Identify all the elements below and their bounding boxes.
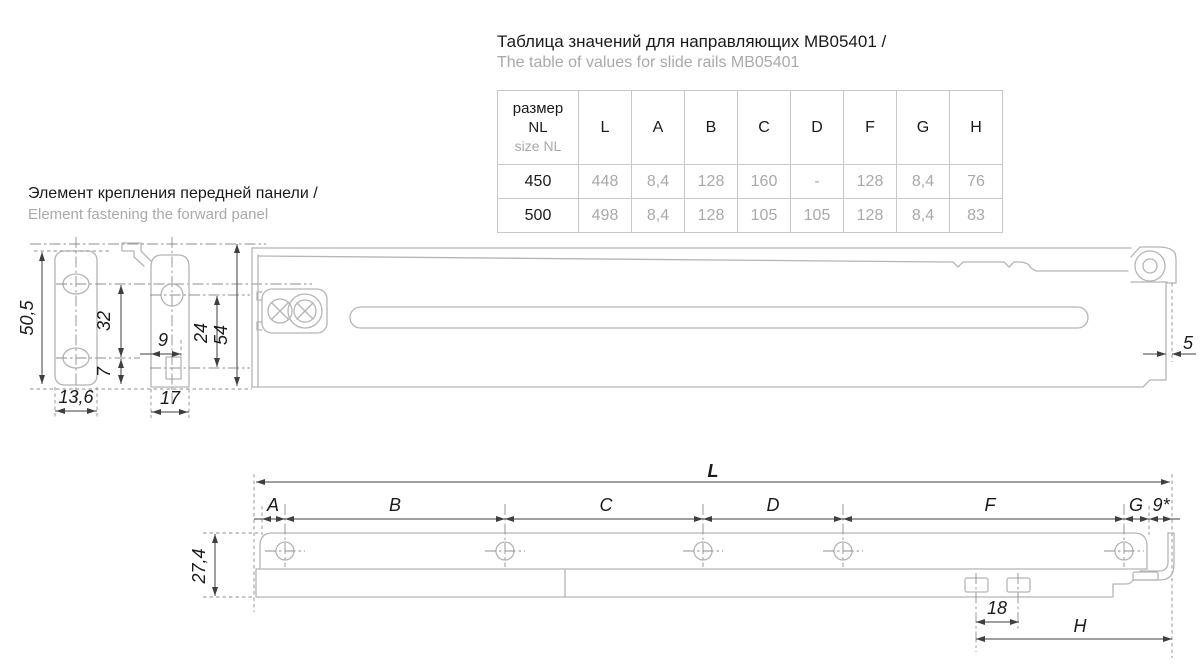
element-label-ru: Элемент крепления передней панели / — [28, 185, 318, 202]
column-header-C: C — [738, 91, 791, 165]
dim-bracket-width: 17 — [159, 388, 181, 408]
dim-plate-height: 50,5 — [17, 300, 37, 336]
side-view-dimensions — [17, 244, 1196, 418]
table-cell: 8,4 — [632, 165, 685, 199]
table-cell: - — [791, 165, 844, 199]
dim-rail-height: 27,4 — [189, 548, 209, 584]
dim-slot-inset: 9 — [157, 330, 169, 350]
dim-d: D — [766, 495, 780, 515]
table-cell: 128 — [685, 199, 738, 233]
dim-g: G — [1128, 495, 1144, 515]
panel-bracket-view — [122, 237, 250, 405]
size-column-header: размер NL size NL — [498, 91, 579, 165]
dim-hole-pitch: 32 — [94, 310, 114, 332]
dim-nine-star: 9* — [1152, 495, 1170, 515]
rail-side-view — [30, 237, 1176, 405]
rail-slot — [350, 307, 1088, 328]
table-cell: 76 — [950, 165, 1003, 199]
table-title-ru: Таблица значений для направляющих MB05401 / — [497, 32, 887, 51]
dim-bracket-height: 54 — [211, 324, 231, 346]
table-cell: 498 — [579, 199, 632, 233]
dim-hole-bottom: 7 — [94, 366, 114, 378]
dim-plate-width: 13,6 — [58, 387, 94, 407]
dim-a: A — [266, 495, 280, 515]
table-cell: 160 — [738, 165, 791, 199]
mounting-holes — [265, 542, 1144, 560]
adjustment-mechanism — [257, 289, 327, 333]
column-header-L: L — [579, 91, 632, 165]
table-cell: 448 — [579, 165, 632, 199]
column-header-H: H — [950, 91, 1003, 165]
table-cell: 83 — [950, 199, 1003, 233]
rear-roller — [1135, 251, 1165, 281]
column-header-D: D — [791, 91, 844, 165]
dim-h: H — [1073, 616, 1087, 636]
table-cell: 8,4 — [897, 165, 950, 199]
plan-view-dimensions — [189, 461, 1180, 652]
rail-body — [252, 247, 1176, 387]
dim-slot-pitch: 18 — [986, 598, 1008, 618]
dim-b: B — [388, 495, 402, 515]
dim-c: C — [599, 495, 613, 515]
table-title-en: The table of values for slide rails MB05401 — [497, 54, 800, 72]
table-cell: 8,4 — [897, 199, 950, 233]
size-cell: 500 — [498, 199, 579, 233]
dim-hole-to-slot: 24 — [191, 322, 211, 344]
column-header-F: F — [844, 91, 897, 165]
dim-end-offset: 5 — [1182, 333, 1194, 353]
table-cell: 105 — [791, 199, 844, 233]
column-header-A: A — [632, 91, 685, 165]
dim-f: F — [984, 495, 996, 515]
table-cell: 105 — [738, 199, 791, 233]
rear-slots — [965, 578, 1030, 592]
table-cell: 8,4 — [632, 199, 685, 233]
table-cell: 128 — [685, 165, 738, 199]
column-header-B: B — [685, 91, 738, 165]
table-cell: 128 — [844, 165, 897, 199]
dim-total-length: L — [707, 461, 719, 481]
element-label-en: Element fastening the forward panel — [28, 205, 269, 223]
size-cell: 450 — [498, 165, 579, 199]
table-cell: 128 — [844, 199, 897, 233]
column-header-G: G — [897, 91, 950, 165]
